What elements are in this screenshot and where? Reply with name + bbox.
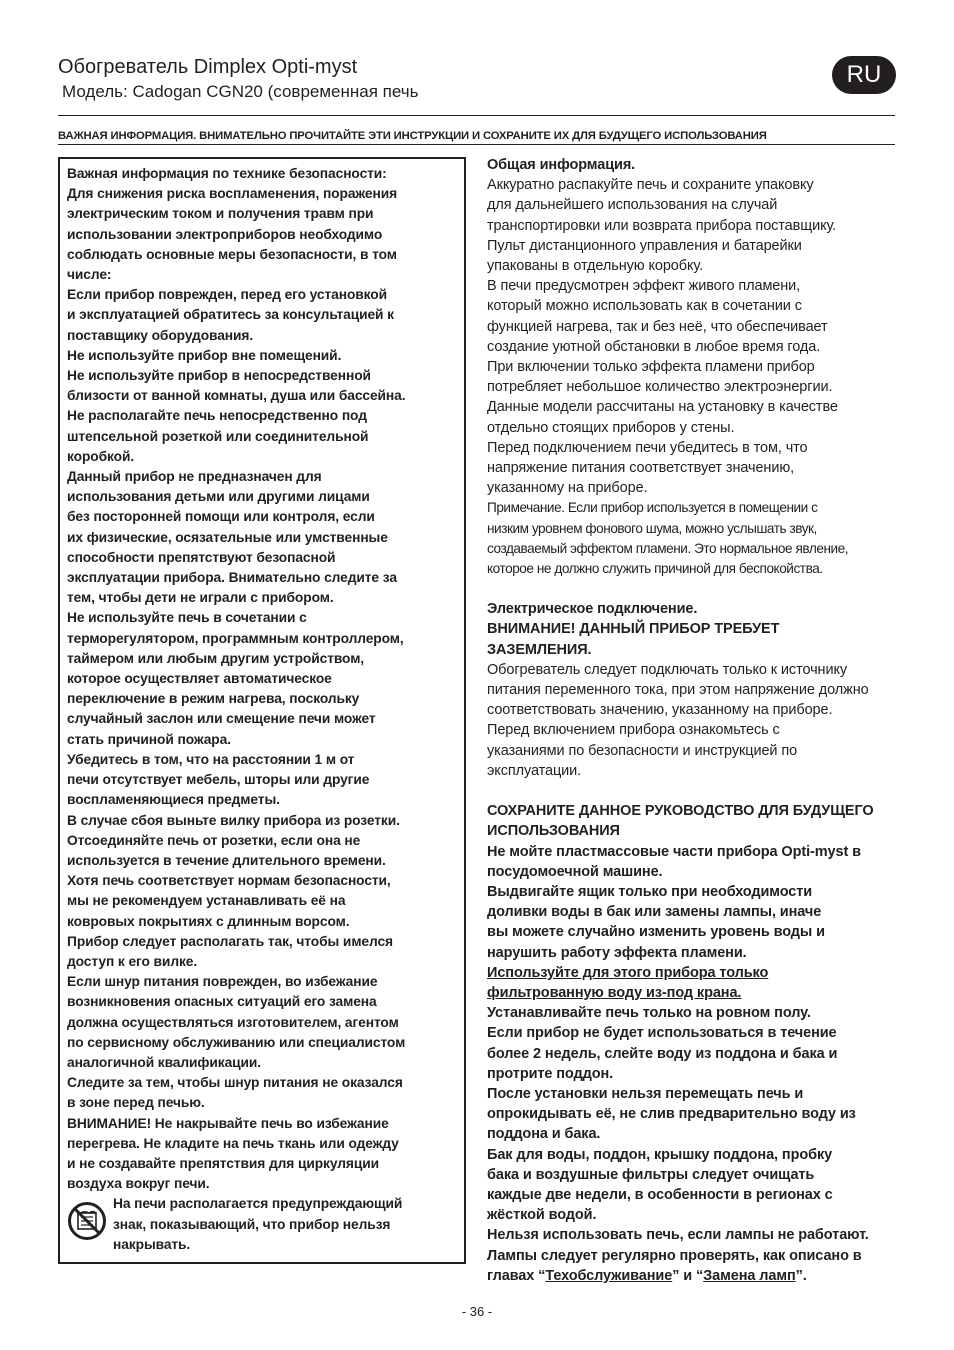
safety-line: используется в течение длительного времени. bbox=[67, 852, 386, 868]
general-line: Перед подключением печи убедитесь в том, что bbox=[487, 439, 808, 456]
safety-line: числе: bbox=[67, 267, 112, 283]
save-guide-line: Устанавливайте печь только на ровном полу. bbox=[487, 1005, 811, 1022]
note-line: которое не должно служить причиной для беспокойства. bbox=[487, 561, 823, 577]
save-guide-line: Лампы следует регулярно проверять, как описано в bbox=[487, 1247, 862, 1264]
safety-lines bbox=[67, 164, 458, 1194]
safety-line: переключение в режим нагрева, поскольку bbox=[67, 691, 360, 707]
safety-line: близости от ванной комнаты, душа или бассейна. bbox=[67, 388, 406, 404]
grounding-warning-line: ЗАЗЕМЛЕНИЯ. bbox=[487, 641, 592, 658]
save-guide-line: жёсткой водой. bbox=[487, 1207, 597, 1224]
save-guide-line: посудомоечной машине. bbox=[487, 863, 663, 880]
safety-line: эксплуатации прибора. Внимательно следите за bbox=[67, 570, 397, 586]
general-line: функцией нагрева, так и без неё, что обеспечивает bbox=[487, 318, 828, 335]
safety-line: ковровых покрытиях с длинным ворсом. bbox=[67, 913, 350, 929]
safety-line: поставщику оборудования. bbox=[67, 327, 254, 343]
electrical-line: Обогреватель следует подключать только к источнику bbox=[487, 661, 848, 678]
safety-line: Не используйте прибор вне помещений. bbox=[67, 347, 342, 363]
general-line: напряжение питания соответствует значению, bbox=[487, 460, 795, 477]
safety-line: Данный прибор не предназначен для bbox=[67, 469, 322, 485]
safety-line: терморегулятором, программным контроллером, bbox=[67, 630, 404, 646]
save-guide-text-continued bbox=[487, 1003, 897, 1266]
safety-line: печи отсутствует мебель, шторы или другие bbox=[67, 772, 370, 788]
note-line: низким уровнем фонового шума, можно услышать звук, bbox=[487, 520, 817, 536]
page-number: - 36 - bbox=[461, 1304, 493, 1319]
important-notice: ВАЖНАЯ ИНФОРМАЦИЯ. ВНИМАТЕЛЬНО ПРОЧИТАЙТЕ ЭТИ ИНСТРУКЦИИ И СОХРАНИТЕ ИХ ДЛЯ БУДУЩЕГО ИСПОЛЬЗОВАНИЯ bbox=[58, 130, 767, 142]
safety-line: ВНИМАНИЕ! Не накрывайте печь во избежание bbox=[67, 1115, 389, 1131]
filtered-water-line: Используйте для этого прибора только bbox=[487, 964, 769, 981]
warning-sign-line: накрывать. bbox=[113, 1236, 191, 1252]
safety-line: Для снижения риска воспламенения, поражения bbox=[67, 186, 398, 202]
electrical-text bbox=[487, 660, 897, 781]
safety-line: Следите за тем, чтобы шнур питания не оказался bbox=[67, 1075, 403, 1091]
save-guide-line: Если прибор не будет использоваться в течение bbox=[487, 1025, 837, 1042]
safety-line: по сервисному обслуживанию или специалистом bbox=[67, 1034, 406, 1050]
note-line: Примечание. Если прибор используется в помещении с bbox=[487, 500, 818, 516]
safety-line: и эксплуатацией обратитесь за консультацией к bbox=[67, 307, 394, 323]
save-guide-line: нарушить работу эффекта пламени. bbox=[487, 944, 747, 961]
general-line: Данные модели рассчитаны на установку в качестве bbox=[487, 399, 838, 416]
safety-line: Не располагайте печь непосредственно под bbox=[67, 408, 367, 424]
chapter-ref-suffix: ”. bbox=[795, 1267, 807, 1284]
safety-line: должна осуществляться изготовителем, агентом bbox=[67, 1014, 399, 1030]
safety-line: Отсоединяйте печь от розетки, если она не bbox=[67, 832, 361, 848]
safety-line: в зоне перед печью. bbox=[67, 1095, 205, 1111]
safety-box bbox=[58, 157, 466, 1264]
safety-line: коробкой. bbox=[67, 448, 135, 464]
warning-sign-row bbox=[67, 1194, 458, 1255]
safety-line: случайный заслон или смещение печи может bbox=[67, 711, 376, 727]
safety-line: аналогичной квалификации. bbox=[67, 1054, 262, 1070]
electrical-line: соответствовать значению, указанному на приборе. bbox=[487, 702, 833, 719]
electrical-heading: Электрическое подключение. bbox=[487, 601, 698, 618]
safety-line: использования детьми или другими лицами bbox=[67, 489, 370, 505]
electrical-line: питания переменного тока, при этом напряжение должно bbox=[487, 682, 869, 699]
chapter-ref-prefix: главах “ bbox=[487, 1267, 546, 1284]
save-guide-text bbox=[487, 842, 897, 963]
warning-sign-line: На печи располагается предупреждающий bbox=[113, 1196, 403, 1212]
note-line: создаваемый эффектом пламени. Это нормальное явление, bbox=[487, 540, 849, 556]
filtered-water-note bbox=[487, 963, 897, 1003]
general-line: для дальнейшего использования на случай bbox=[487, 197, 778, 214]
chapter-ref-middle: ” и “ bbox=[672, 1267, 704, 1284]
grounding-warning-line: ВНИМАНИЕ! ДАННЫЙ ПРИБОР ТРЕБУЕТ bbox=[487, 621, 780, 638]
safety-line: и не создавайте препятствия для циркуляции bbox=[67, 1155, 380, 1171]
save-guide-line: После установки нельзя перемещать печь и bbox=[487, 1085, 804, 1102]
save-guide-line: Нельзя использовать печь, если лампы не работают. bbox=[487, 1227, 869, 1244]
safety-line: мы не рекомендуем устанавливать её на bbox=[67, 893, 346, 909]
grounding-warning bbox=[487, 619, 897, 659]
maintenance-link[interactable]: Техобслуживание bbox=[545, 1267, 673, 1284]
general-line: потребляет небольшое количество электроэнергии. bbox=[487, 379, 833, 396]
filtered-water-line: фильтрованную воду из-под крана. bbox=[487, 984, 742, 1001]
general-line: отдельно стоящих приборов у стены. bbox=[487, 419, 735, 436]
safety-line: которое осуществляет автоматическое bbox=[67, 671, 332, 687]
safety-line: Хотя печь соответствует нормам безопасности, bbox=[67, 873, 391, 889]
safety-line: Важная информация по технике безопасности: bbox=[67, 166, 387, 181]
notice-underline bbox=[58, 144, 895, 145]
lamp-replacement-link[interactable]: Замена ламп bbox=[703, 1267, 796, 1284]
safety-line: тем, чтобы дети не играли с прибором. bbox=[67, 590, 334, 606]
save-guide-line: Бак для воды, поддон, крышку поддона, пробку bbox=[487, 1146, 833, 1163]
save-guide-line: Выдвигайте ящик только при необходимости bbox=[487, 883, 813, 900]
safety-line: доступ к его вилке. bbox=[67, 953, 198, 969]
save-guide-heading-line: ИСПОЛЬЗОВАНИЯ bbox=[487, 823, 620, 840]
safety-line: стать причиной пожара. bbox=[67, 731, 231, 747]
general-heading: Общая информация. bbox=[487, 157, 636, 173]
document-title: Обогреватель Dimplex Opti-myst bbox=[58, 56, 358, 78]
right-column bbox=[487, 155, 897, 1286]
safety-line: соблюдать основные меры безопасности, в том bbox=[67, 246, 397, 262]
model-subtitle: Модель: Cadogan CGN20 (современная печь bbox=[62, 82, 419, 101]
safety-line: таймером или любым другим устройством, bbox=[67, 650, 365, 666]
general-line: который можно использовать как в сочетании с bbox=[487, 298, 802, 315]
warning-sign-text bbox=[113, 1194, 458, 1255]
general-text bbox=[487, 175, 897, 498]
save-guide-line: доливки воды в бак или замены лампы, иначе bbox=[487, 904, 822, 921]
electrical-line: эксплуатации. bbox=[487, 762, 582, 779]
safety-line: Если шнур питания поврежден, во избежание bbox=[67, 974, 378, 990]
safety-line: воспламеняющиеся предметы. bbox=[67, 792, 280, 808]
chapter-reference-line bbox=[487, 1266, 897, 1286]
save-guide-line: поддона и бака. bbox=[487, 1126, 601, 1143]
header-divider bbox=[58, 115, 895, 116]
safety-line: Если прибор поврежден, перед его установкой bbox=[67, 287, 387, 303]
language-badge: RU bbox=[832, 56, 896, 94]
safety-line: Убедитесь в том, что на расстоянии 1 м от bbox=[67, 751, 355, 767]
save-guide-line: вы можете случайно изменить уровень воды и bbox=[487, 924, 825, 941]
safety-line: В случае сбоя выньте вилку прибора из розетки. bbox=[67, 812, 400, 828]
do-not-cover-icon bbox=[67, 1201, 107, 1241]
warning-sign-line: знак, показывающий, что прибор нельзя bbox=[113, 1216, 391, 1232]
safety-line: способности препятствуют безопасной bbox=[67, 549, 336, 565]
general-line: Пульт дистанционного управления и батарейки bbox=[487, 237, 802, 254]
safety-line: без посторонней помощи или контроля, если bbox=[67, 509, 375, 525]
general-line: При включении только эффекта пламени прибор bbox=[487, 359, 815, 376]
save-guide-line: Не мойте пластмассовые части прибора Opti-myst в bbox=[487, 843, 861, 860]
safety-line: Прибор следует располагать так, чтобы имелся bbox=[67, 933, 394, 949]
general-line: указанному на приборе. bbox=[487, 480, 648, 497]
save-guide-heading-line: СОХРАНИТЕ ДАННОЕ РУКОВОДСТВО ДЛЯ БУДУЩЕГО bbox=[487, 803, 874, 820]
save-guide-heading bbox=[487, 801, 897, 841]
save-guide-line: опрокидывать её, не слив предварительно воду из bbox=[487, 1106, 856, 1123]
general-line: В печи предусмотрен эффект живого пламени, bbox=[487, 278, 801, 295]
safety-line: перегрева. Не кладите на печь ткань или одежду bbox=[67, 1135, 399, 1151]
safety-line: штепсельной розеткой или соединительной bbox=[67, 428, 369, 444]
safety-line: Не используйте прибор в непосредственной bbox=[67, 368, 371, 384]
save-guide-line: каждые две недели, в особенности в регионах с bbox=[487, 1186, 833, 1203]
safety-line: их физические, осязательные или умственные bbox=[67, 529, 388, 545]
general-line: транспортировки или возврата прибора поставщику. bbox=[487, 217, 837, 234]
electrical-line: Перед включением прибора ознакомьтесь с bbox=[487, 722, 780, 739]
electrical-line: указаниями по безопасности и инструкцией по bbox=[487, 742, 798, 759]
general-line: создание уютной обстановки в любое время года. bbox=[487, 338, 821, 355]
save-guide-line: бака и воздушные фильтры следует очищать bbox=[487, 1166, 815, 1183]
save-guide-line: более 2 недель, слейте воду из поддона и бака и bbox=[487, 1045, 838, 1062]
general-line: упакованы в отдельную коробку. bbox=[487, 258, 703, 275]
safety-line: воздуха вокруг печи. bbox=[67, 1176, 210, 1192]
general-note bbox=[487, 498, 897, 579]
general-line: Аккуратно распакуйте печь и сохраните упаковку bbox=[487, 177, 814, 194]
safety-line: использовании электроприборов необходимо bbox=[67, 226, 383, 242]
safety-line: Не используйте печь в сочетании с bbox=[67, 610, 307, 626]
safety-line: электрическим током и получения травм при bbox=[67, 206, 374, 222]
safety-line: возникновения опасных ситуаций его замена bbox=[67, 994, 377, 1010]
save-guide-line: протрите поддон. bbox=[487, 1065, 614, 1082]
